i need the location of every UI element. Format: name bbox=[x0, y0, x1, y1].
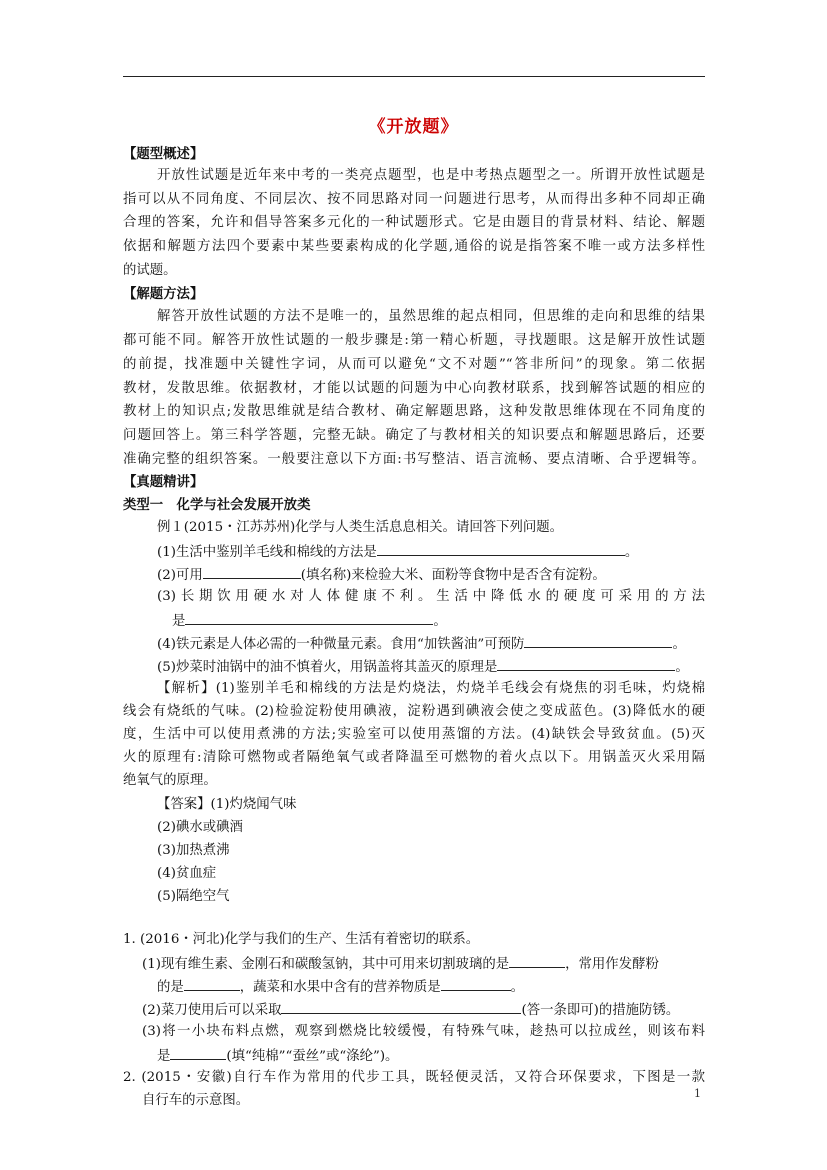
question-end: 。 bbox=[672, 637, 686, 652]
example-question bbox=[157, 564, 606, 586]
overview-line: 指可以从不同角度、不同层次、按不同思路对同一问题进行思考，从而得出多种不同却正确 bbox=[123, 192, 705, 207]
overview-line: 开放性试题是近年来中考的一类亮点题型，也是中考热点题型之一。所谓开放性试题是 bbox=[157, 168, 705, 183]
answer-blank bbox=[170, 1045, 226, 1060]
answer-blank bbox=[441, 976, 511, 991]
page-title: 《开放题》 bbox=[368, 117, 459, 137]
answer-blank bbox=[509, 953, 565, 968]
question-end: 。 bbox=[675, 660, 689, 675]
question-text: (2)可用 bbox=[157, 568, 203, 583]
question-text: (4)铁元素是人体必需的一种微量元素。食用“加铁酱油”可预防 bbox=[157, 637, 525, 652]
problem-question bbox=[142, 999, 679, 1021]
method-line: 准确完整的组织答案。一般要注意以下方面:书写整洁、语言流畅、要点清晰、合乎逻辑等。 bbox=[123, 452, 705, 467]
example-question bbox=[157, 633, 686, 655]
analysis-line: 火的原理有:清除可燃物或者隔绝氧气或者降温至可燃物的着火点以下。用锅盖灭火采用隔 bbox=[123, 750, 705, 765]
question-text: ，常用作发酵粉 bbox=[565, 957, 659, 972]
question-text: 是 bbox=[172, 614, 186, 629]
problem-question: (3)将一小块布料点燃，观察到燃烧比较缓慢，有特殊气味，趁热可以拉成丝，则该布料 bbox=[142, 1024, 705, 1039]
answer-item: (4)贫血症 bbox=[157, 866, 217, 881]
example-intro: 例１(2015・江苏苏州)化学与人类生活息息相关。请回答下列问题。 bbox=[157, 520, 564, 535]
answer-blank bbox=[497, 656, 675, 671]
question-text: ，蔬菜和水果中含有的营养物质是 bbox=[239, 980, 441, 995]
example-question: (3)长期饮用硬水对人体健康不利。生活中降低水的硬度可采用的方法 bbox=[157, 589, 705, 604]
question-text: (填名称)来检验大米、面粉等食物中是否含有淀粉。 bbox=[300, 568, 606, 583]
question-text: (2)菜刀使用后可以采取 bbox=[142, 1003, 282, 1018]
problem-intro: 1. (2016・河北)化学与我们的生产、生活有着密切的联系。 bbox=[123, 932, 480, 947]
question-text: (答一条即可)的措施防锈。 bbox=[521, 1003, 680, 1018]
method-heading: 【解题方法】 bbox=[123, 286, 204, 302]
method-line: 解答开放性试题的方法不是唯一的，虽然思维的起点相同，但思维的走向和思维的结果 bbox=[157, 309, 705, 324]
problem-intro: 2. (2015・安徽)自行车作为常用的代步工具，既轻便灵活，又符合环保要求，下图是一款 bbox=[123, 1070, 705, 1085]
method-line: 教材，发散思维。依据教材，才能以试题的问题为中心向教材联系，找到解答试题的相应的 bbox=[123, 381, 705, 396]
method-line: 教材上的知识点;发散思维就是结合教材、确定解题思路，这种发散思维体现在不同角度的 bbox=[123, 404, 705, 419]
question-text: 的是 bbox=[157, 980, 184, 995]
problem-question bbox=[157, 1045, 398, 1067]
question-text: 是 bbox=[157, 1049, 171, 1064]
overview-line: 依据和解题方法四个要素中某些要素构成的化学题,通俗的说是指答案不唯一或方法多样性 bbox=[123, 239, 705, 254]
analysis-line: 度，生活中可以使用煮沸的方法;实验室可以使用蒸馏的方法。(4)缺铁会导致贫血。(5)灭 bbox=[123, 727, 705, 742]
question-end: 。 bbox=[433, 614, 447, 629]
answer-item: (5)隔绝空气 bbox=[157, 889, 230, 904]
problem-intro: 自行车的示意图。 bbox=[142, 1093, 250, 1108]
example-question bbox=[157, 541, 638, 563]
example-question bbox=[157, 656, 689, 678]
answer-blank bbox=[203, 564, 301, 579]
real-heading: 【真题精讲】 bbox=[123, 474, 204, 490]
answer-blank bbox=[524, 633, 672, 648]
answer-item: (2)碘水或碘酒 bbox=[157, 820, 243, 835]
problem-question bbox=[142, 953, 659, 975]
answer-label: 【答案】(1)灼烧闻气味 bbox=[157, 797, 297, 812]
header-rule bbox=[123, 76, 705, 77]
method-line: 问题回答上。第三科学答题，完整无缺。确定了与教材相关的知识要点和解题思路后，还要 bbox=[123, 428, 705, 443]
analysis-line: 【解析】(1)鉴别羊毛和棉线的方法是灼烧法，灼烧羊毛线会有烧焦的羽毛味，灼烧棉 bbox=[157, 681, 705, 696]
question-text: (5)炒菜时油锅中的油不慎着火，用锅盖将其盖灭的原理是 bbox=[157, 660, 498, 675]
answer-blank bbox=[184, 976, 240, 991]
answer-blank bbox=[185, 610, 433, 625]
type-heading: 类型一 化学与社会发展开放类 bbox=[123, 497, 311, 513]
question-end: 。 bbox=[510, 980, 525, 995]
overview-heading: 【题型概述】 bbox=[123, 146, 204, 162]
method-line: 的前提，找准题中关键性字词，从而可以避免“文不对题”“答非所问”的现象。第二依据 bbox=[123, 357, 705, 372]
answer-blank bbox=[377, 541, 625, 556]
question-text: (1)现有维生素、金刚石和碳酸氢钠，其中可用来切割玻璃的是 bbox=[142, 957, 510, 972]
overview-line: 的试题。 bbox=[123, 263, 177, 278]
analysis-line: 绝氧气的原理。 bbox=[123, 773, 217, 788]
question-text: (填“纯棉”“蚕丝”或“涤纶”)。 bbox=[226, 1049, 399, 1064]
problem-question bbox=[157, 976, 524, 998]
answer-blank bbox=[281, 999, 521, 1014]
question-text: (1)生活中鉴别羊毛线和棉线的方法是 bbox=[157, 545, 377, 560]
analysis-line: 线会有烧纸的气味。(2)检验淀粉使用碘液，淀粉遇到碘液会使之变成蓝色。(3)降低水的硬 bbox=[123, 704, 705, 719]
question-end: 。 bbox=[624, 545, 639, 560]
example-question bbox=[172, 610, 447, 632]
answer-item: (3)加热煮沸 bbox=[157, 843, 230, 858]
overview-line: 合理的答案，允许和倡导答案多元化的一种试题形式。它是由题目的背景材料、结论、解题 bbox=[123, 215, 705, 230]
method-line: 都可能不同。解答开放性试题的一般步骤是:第一精心析题，寻找题眼。这是解开放性试题 bbox=[123, 333, 705, 348]
page-number: 1 bbox=[694, 1087, 701, 1100]
